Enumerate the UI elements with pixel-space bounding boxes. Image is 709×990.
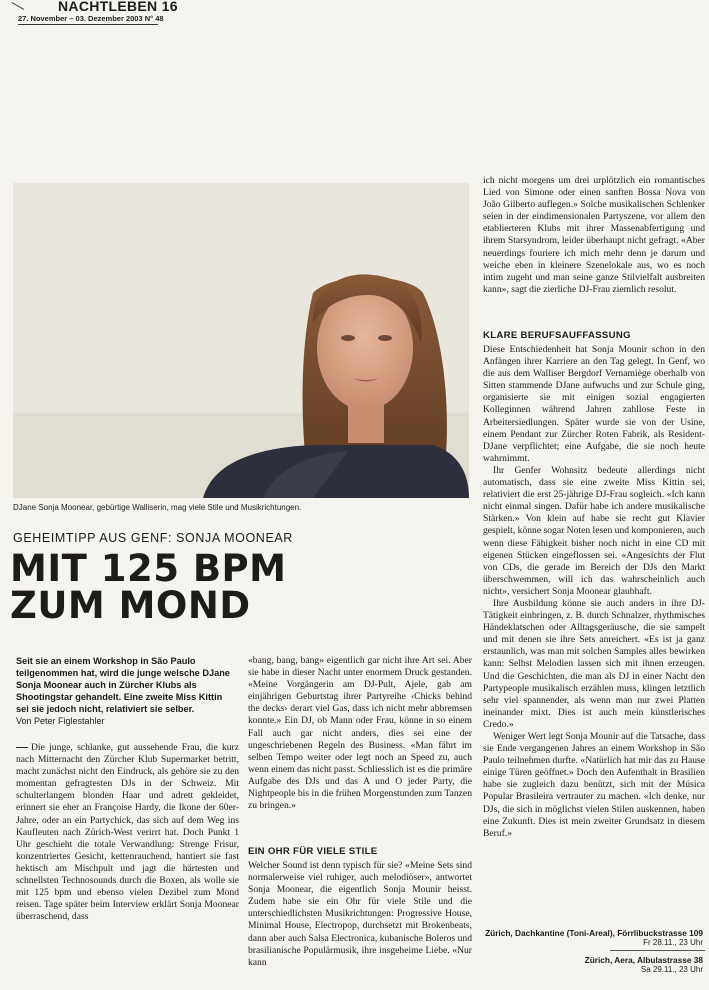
article-column-1 [16, 742, 239, 978]
column-3b-paragraph-3: Ihre Ausbildung könne sie auch anders in ihre DJ-Tätigkeit einbringen, z. B. durch Schnalzer, rhythmisches Händeklatschen oder Alltagsgeräusche, die sie sampelt und mit denen sie ihre Sets anreichert. «Es ist ja ganz erstaunlich, was man mit solchen Samples alles bewirken kann: Selbst Melodien lassen sich mit ihnen erzeugen. Und die Geschichten, die man als DJ in einer Nacht den Partypeople musikalisch erzählen muss, klingen letztlich sehr viel spannender, als wenn man nur zwei Platten ineinander mixt. Dies ist auch mein künstlerisches Credo.» [483, 597, 705, 730]
article-column-2 [248, 655, 472, 823]
subheading-styles: EIN OHR FÜR VIELE STILE [248, 846, 378, 857]
event-venue: Zürich, Aera, Albulastrasse 38 [584, 955, 703, 965]
article-column-3 [483, 175, 705, 327]
event-divider [610, 950, 705, 951]
issue-date: 27. November – 03. Dezember 2003 N° 48 [18, 14, 164, 23]
subheading-profession: KLARE BERUFSAUFFASSUNG [483, 330, 631, 341]
article-headline [10, 547, 470, 627]
headline-line-2: ZUM MOND [10, 584, 251, 627]
article-byline: Von Peter Figlestahler [16, 716, 105, 726]
column-1-text: Die junge, schlanke, gut aussehende Frau, die kurz nach Mitternacht den Zürcher Klub Supermarket betritt, macht zunächst nicht den Eindruck, als gehöre sie zu den momentan gefragtesten DJs in der Schweiz. Mit schulterlangem blonden Haar und adrett gekleidet, erinnert sie eher an Françoise Hardy, die Ikone der 60er-Jahre, oder an ein Partychick, das sich auf dem Weg ins Kaufleuten nach Zürich-West verirrt hat. Doch Punkt 1 Uhr geschieht die totale Verwandlung: Strenge Frisur, konzentriertes Gesicht, kettenrauchend, hantiert sie fast hektisch am Mischpult und jagt die härtesten und schnellsten Technosounds durch die Boxen, als wolle sie mit 125 bpm und ebenso vielen Dezibel zum Mond reisen. Tage später beim Interview erklärt Sonja Moonear überraschend, dass [16, 742, 239, 923]
paragraph-start-mark [16, 747, 28, 748]
column-3-text: ich nicht morgens um drei urplötzlich ein romantisches Lied von Simone oder einen sanften Bossa Nova von João Gilberto auflegen.» Solche musikalischen Schlenker seien in der eindimensionalen Partyszene, vor allem den etablierteren Klubs mit ihrer Massenabfertigung und ihrem Starsyndrom, leider überhaupt nicht gefragt. «Aber neuerdings fouriere ich mich mehr denn je darum und weiche eben in kleinere Szenelokale aus, wo es noch intim zugeht und man seine ganze Stilvielfalt ausbreiten kann», sagt die zierliche DJ-Frau ziemlich resolut. [483, 175, 705, 295]
article-column-3-continued [483, 344, 705, 876]
article-kicker: GEHEIMTIPP AUS GENF: SONJA MOONEAR [13, 531, 293, 545]
portrait-photo [13, 183, 469, 498]
event-date: Sa 29.11., 23 Uhr [640, 965, 703, 974]
event-listing-1 [485, 928, 703, 947]
photo-caption: DJane Sonja Moonear, gebürtige Walliserin, mag viele Stile und Musikrichtungen. [13, 503, 302, 512]
article-lead: Seit sie an einem Workshop in São Paulo teilgenommen hat, wird die junge welsche DJane Sonja Moonear auch in Zürcher Klubs als Shootingstar gehandelt. Eine zweite Miss Kittin sei sie jedoch nicht, relativiert sie selber. [16, 656, 230, 714]
column-3b-paragraph-2: Ihr Genfer Wohnsitz bedeute allerdings nicht automatisch, dass sie eine zweite Miss Kittin sei, relativiert die erst 25-jährige DJ-Frau sogleich. «Ich kann nicht einmal singen. Dafür habe ich andere musikalische Stärken.» Von klein auf habe sie recht gut Klavier gespielt, könne sogar Noten lesen und komponieren, auch wenn diese Fähigkeit bisher noch nicht in eine CD mit eigenen Stücken eingeflossen sei. «Angesichts der Flut von CDs, die gerade im Bereich der DJs den Markt überschwemmen, will ich das wahrscheinlich auch nicht», versichert Sonja Moonear glaubhaft. [483, 464, 705, 597]
column-2-text: «bang, bang, bang» eigentlich gar nicht ihre Art sei. Aber sie habe in dieser Nacht unter enormem Druck gestanden. «Meine Vorgängerin am DJ-Pult, Ajele, gab am einjährigen Geburtstag ihrer Partyreihe ‹Chicks behind the decks› derart viel Gas, dass ich nicht mehr abbremsen konnte.» Ein DJ, ob Mann oder Frau, könne in so einem Fall auch gar nicht anders, dies sei eine der ungeschriebenen Regeln des Business. «Man fährt im selben Tempo weiter oder legt noch an Speed zu, auch wenn einem das nicht passt. Schliesslich ist es die primäre Aufgabe des DJs und das A und O jeder Party, die Nightpeople bis in die frühen Morgenstunden zum Tanzen zu bringen.» [248, 655, 472, 812]
event-date: Fr 28.11., 23 Uhr [643, 938, 703, 947]
headline-line-1: MIT 125 BPM [10, 547, 287, 590]
column-3b-paragraph-4: Weniger Wert legt Sonja Mounir auf die Tatsache, dass sie Ende vergangenen Jahres an einem Workshop in São Paulo teilnehmen durfte. «Natürlich hat mir das zu Hause einige Türen geöffnet.» Doch den Aufenthalt in Brasilien habe sie zugleich dazu benützt, sich mit der Música Popular Brasileira vertrauter zu machen. «Ich denke, nur DJs, die sich in möglichst vielen Stilen auskennen, haben eine Zukunft. Dies ist mein zweiter Grundsatz in diesem Beruf.» [483, 731, 705, 839]
event-listing-2 [585, 955, 703, 974]
portrait-illustration [13, 183, 469, 498]
event-venue: Zürich, Dachkantine (Toni-Areal), Förrlibuckstrasse 109 [485, 928, 703, 938]
section-title: NACHTLEBEN 16 [58, 0, 178, 14]
column-3b-paragraph-1: Diese Entschiedenheit hat Sonja Mounir schon in den Anfängen ihrer Karriere an den Tag gelegt. In Genf, wo die aus dem Walliser Bergdorf Vernamiège oberhalb von Sitten stammende DJane aufwuchs und zur Schule ging, organisierte sie mit einigen sozial engagierten Kolleginnen während Jahren zahllose Feste in Arbeitersiedlungen. Später wurde sie von der Usine, einem Pendant zur Zürcher Roten Fabrik, als Resident-DJane verpflichtet; eine Aufgabe, die sie noch heute wahrnimmt. [483, 344, 705, 464]
article-column-2-continued [248, 860, 472, 980]
header-rule [18, 24, 158, 25]
column-2b-text: Welcher Sound ist denn typisch für sie? «Meine Sets sind normalerweise viel ruhiger, auch melodiöser», antwortet Sonja Moonear, die eigentlich Sonja Mounir heisst. Zudem habe sie ein Ohr für viele Stile und die unterschiedlichsten Musikrichtungen: Progressive House, Minimal House, Electropop, durchsetzt mit Brokenbeats, dann aber auch Salsa Electronica, kubanische Boleros und brasilianische Populärmusik, ihre insgeheime Liebe. «Nur kann [248, 860, 472, 968]
